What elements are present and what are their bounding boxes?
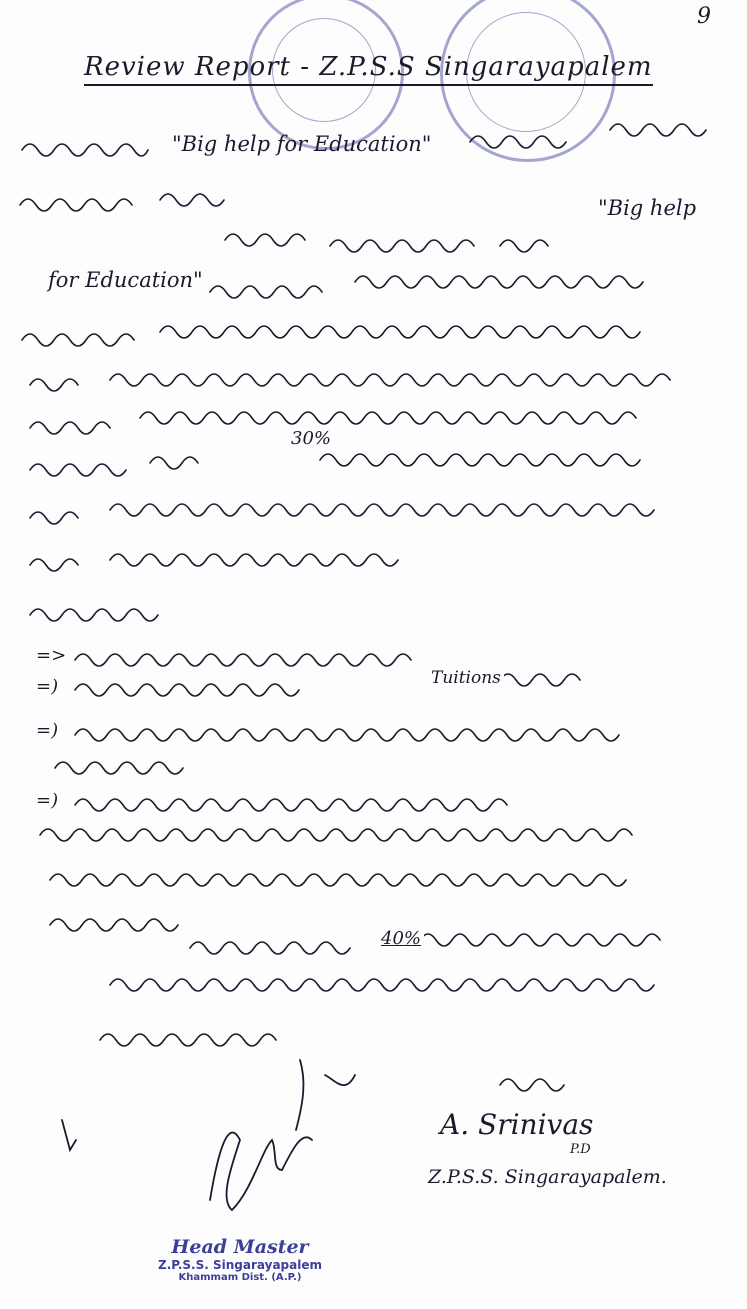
bullet-arrow: =)	[36, 790, 59, 811]
stamp-line-2: Z.P.S.S. Singarayapalem	[158, 1258, 322, 1272]
bullet-arrow: =)	[36, 720, 59, 741]
signatory-role: P.D	[570, 1142, 591, 1157]
signature-block-right	[428, 1108, 730, 1188]
bullet-arrow: =)	[36, 676, 59, 697]
signatory-name: A. Srinivas	[440, 1108, 594, 1141]
headmaster-stamp	[140, 1236, 340, 1283]
bullet-arrow: =>	[36, 645, 67, 666]
signatory-school: Z.P.S.S. Singarayapalem.	[428, 1166, 667, 1188]
stamp-line-1: Head Master	[171, 1236, 309, 1258]
percent-value: 30%	[291, 428, 332, 449]
page-number: 9	[697, 4, 711, 29]
title-text: Review Report - Z.P.S.S Singarayapalem	[84, 52, 653, 82]
english-phrase: "Big help for Education"	[172, 132, 432, 156]
percent-value: 40%	[381, 928, 422, 949]
english-word: Tuitions	[431, 668, 501, 688]
english-phrase: for Education"	[48, 268, 203, 292]
english-phrase: "Big help	[598, 196, 697, 220]
stamp-line-3: Khammam Dist. (A.P.)	[178, 1272, 302, 1283]
